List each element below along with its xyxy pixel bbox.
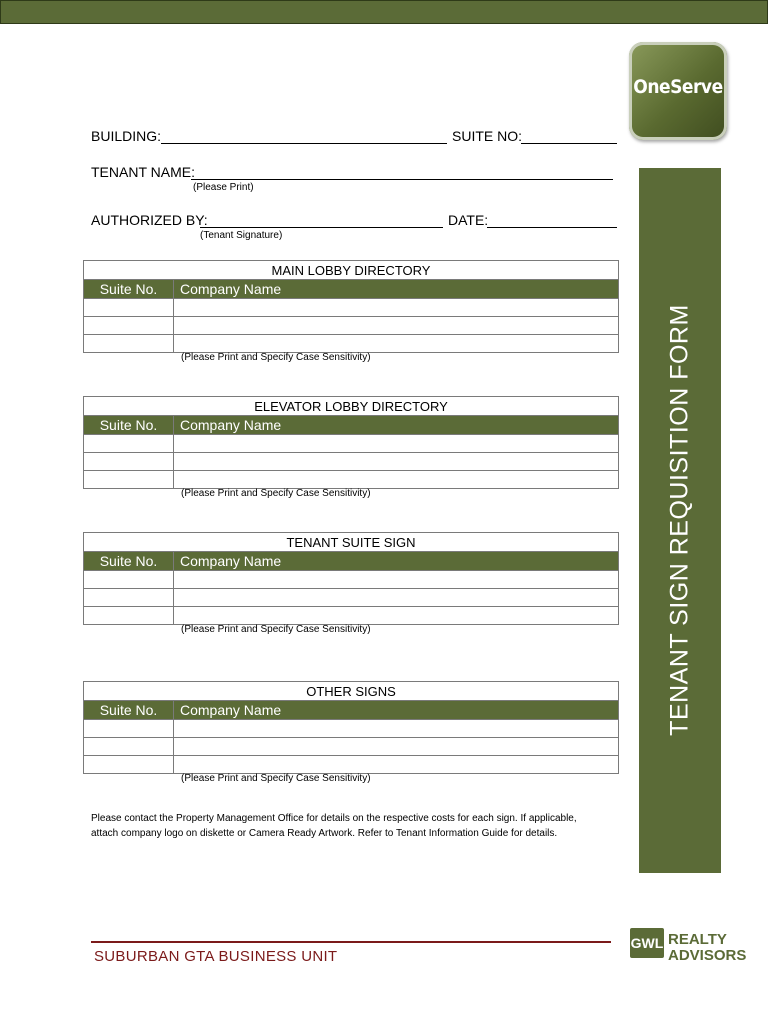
gwl-realty-text: REALTY [668,931,727,948]
suite-cell[interactable] [84,299,174,317]
suite-cell[interactable] [84,317,174,335]
suite-cell[interactable] [84,335,174,353]
company-cell[interactable] [174,317,619,335]
elevator-lobby-directory-table [83,396,619,489]
top-banner [0,0,768,24]
table-row [84,317,619,335]
note-line: Please contact the Property Management Office for details on the respective costs for each sign. If applicable, [91,813,577,824]
company-cell[interactable] [174,720,619,738]
tenant-name-hint: (Please Print) [193,182,254,193]
section-hint: (Please Print and Specify Case Sensitivity) [181,624,371,635]
company-name-header: Company Name [174,280,619,299]
table-row [84,756,619,774]
footer-business-unit: SUBURBAN GTA BUSINESS UNIT [94,948,338,965]
authorized-by-hint: (Tenant Signature) [200,230,283,241]
section-hint: (Please Print and Specify Case Sensitivity) [181,488,371,499]
company-cell[interactable] [174,738,619,756]
gwl-logo-badge: GWL [630,928,664,958]
form-title: TENANT SIGN REQUISITION FORM [665,304,694,736]
company-name-header: Company Name [174,552,619,571]
suite-no-header: Suite No. [84,701,174,720]
contact-note [91,811,631,841]
tenant-name-field[interactable] [191,179,613,180]
company-cell[interactable] [174,453,619,471]
company-cell[interactable] [174,589,619,607]
suite-cell[interactable] [84,589,174,607]
company-name-header: Company Name [174,701,619,720]
suite-cell[interactable] [84,738,174,756]
company-cell[interactable] [174,471,619,489]
suite-cell[interactable] [84,453,174,471]
section-title: MAIN LOBBY DIRECTORY [84,261,619,280]
table-row [84,589,619,607]
authorized-by-label: AUTHORIZED BY: [91,212,208,228]
tenant-name-label: TENANT NAME: [91,164,195,180]
note-line: attach company logo on diskette or Camera Ready Artwork. Refer to Tenant Information Guide for details. [91,828,558,839]
company-cell[interactable] [174,756,619,774]
side-title-panel [639,168,721,873]
suite-cell[interactable] [84,571,174,589]
oneserve-logo [629,42,727,140]
company-cell[interactable] [174,571,619,589]
section-hint: (Please Print and Specify Case Sensitivity) [181,773,371,784]
tenant-suite-sign-table [83,532,619,625]
table-row [84,435,619,453]
footer-divider [91,941,611,943]
main-lobby-directory-table [83,260,619,353]
suite-cell[interactable] [84,435,174,453]
table-row [84,299,619,317]
company-cell[interactable] [174,607,619,625]
suite-no-header: Suite No. [84,280,174,299]
company-cell[interactable] [174,335,619,353]
company-cell[interactable] [174,435,619,453]
gwl-advisors-text: ADVISORS [668,947,747,964]
date-field[interactable] [487,227,617,228]
table-row [84,453,619,471]
table-row [84,571,619,589]
building-label: BUILDING: [91,128,162,144]
section-title: ELEVATOR LOBBY DIRECTORY [84,397,619,416]
table-row [84,607,619,625]
suite-no-header: Suite No. [84,416,174,435]
section-title: OTHER SIGNS [84,682,619,701]
other-signs-table [83,681,619,774]
suite-cell[interactable] [84,607,174,625]
table-row [84,335,619,353]
suite-cell[interactable] [84,720,174,738]
section-hint: (Please Print and Specify Case Sensitivity) [181,352,371,363]
suite-no-header: Suite No. [84,552,174,571]
section-title: TENANT SUITE SIGN [84,533,619,552]
date-label: DATE: [448,212,489,228]
suite-cell[interactable] [84,471,174,489]
logo-text: OneServe [633,76,723,98]
company-cell[interactable] [174,299,619,317]
suite-field[interactable] [521,143,617,144]
table-row [84,471,619,489]
suite-cell[interactable] [84,756,174,774]
company-name-header: Company Name [174,416,619,435]
table-row [84,720,619,738]
table-row [84,738,619,756]
building-field[interactable] [161,143,447,144]
authorized-by-field[interactable] [200,227,443,228]
suite-label: SUITE NO: [452,128,523,144]
